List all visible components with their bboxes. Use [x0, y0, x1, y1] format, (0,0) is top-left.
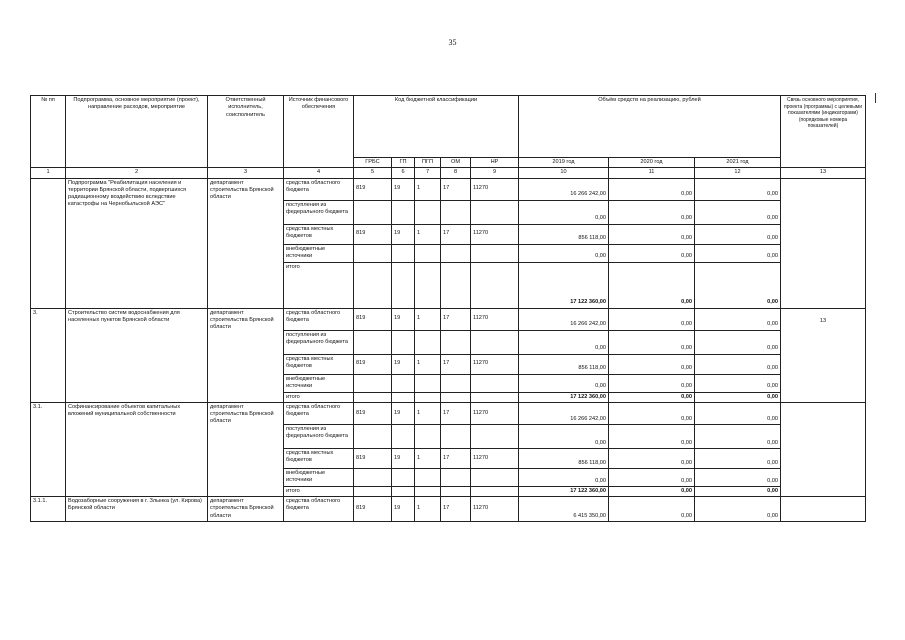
row-executor: департамент строительства Брянской области: [208, 402, 284, 496]
grbs-cell: 819: [354, 224, 392, 244]
amount-2019: 856 118,00: [519, 448, 609, 468]
header-executor: Ответственный исполнитель, соисполнитель: [208, 96, 284, 168]
amount-2020: 0,00: [609, 308, 695, 330]
budget-table: [30, 95, 866, 522]
column-number: 7: [415, 168, 441, 178]
gp-cell: 19: [392, 497, 415, 522]
amount-2020: 0,00: [609, 178, 695, 200]
gp-cell: [392, 424, 415, 448]
row-name: Софинансирование объектов капитальных вложений муниципальной собственности: [66, 402, 208, 496]
subheader-cell: 2019 год: [519, 158, 609, 168]
table-row: [31, 308, 866, 330]
subheader-cell: 2020 год: [609, 158, 695, 168]
nr-cell: 11270: [471, 224, 519, 244]
amount-2021: 0,00: [695, 354, 781, 374]
column-number: 6: [392, 168, 415, 178]
header-budget-code: Код бюджетной классификации: [354, 96, 519, 158]
amount-2021: 0,00: [695, 262, 781, 308]
grbs-cell: 819: [354, 497, 392, 522]
amount-2019: 856 118,00: [519, 224, 609, 244]
grbs-cell: [354, 244, 392, 262]
column-number: 5: [354, 168, 392, 178]
gp-cell: [392, 262, 415, 308]
subheader-cell: ГП: [392, 158, 415, 168]
nr-cell: 11270: [471, 402, 519, 424]
row-name: Водозаборные сооружения в г. Злынка (ул. Кирова) Брянской области: [66, 497, 208, 522]
amount-2019: 0,00: [519, 374, 609, 392]
subheader-cell: ОМ: [441, 158, 471, 168]
om-cell: [441, 262, 471, 308]
pgp-cell: [415, 200, 441, 224]
source-cell: средства местных бюджетов: [284, 224, 354, 244]
amount-2020: 0,00: [609, 486, 695, 496]
source-cell: средства областного бюджета: [284, 402, 354, 424]
om-cell: [441, 200, 471, 224]
pgp-cell: 1: [415, 448, 441, 468]
gp-cell: 19: [392, 308, 415, 330]
row-number: 3.1.: [31, 402, 66, 496]
amount-2021: 0,00: [695, 178, 781, 200]
amount-2021: 0,00: [695, 392, 781, 402]
amount-2020: 0,00: [609, 448, 695, 468]
grbs-cell: [354, 392, 392, 402]
pgp-cell: 1: [415, 224, 441, 244]
amount-2021: 0,00: [695, 308, 781, 330]
source-cell: внебюджетные источники: [284, 468, 354, 486]
om-cell: 17: [441, 402, 471, 424]
gp-cell: 19: [392, 354, 415, 374]
amount-2020: 0,00: [609, 244, 695, 262]
grbs-cell: [354, 330, 392, 354]
source-cell: средства областного бюджета: [284, 308, 354, 330]
row-link: [781, 497, 866, 522]
header-source: Источник финансового обеспечения: [284, 96, 354, 168]
amount-2020: 0,00: [609, 354, 695, 374]
pgp-cell: 1: [415, 178, 441, 200]
om-cell: [441, 468, 471, 486]
amount-2019: 0,00: [519, 330, 609, 354]
row-name: Подпрограмма "Реабилитация населения и территории Брянской области, подвергшихся радиационному воздействию вследствие катастрофы на Чернобыльской АЭС": [66, 178, 208, 308]
grbs-cell: [354, 468, 392, 486]
column-number: 3: [208, 168, 284, 178]
pgp-cell: [415, 468, 441, 486]
gp-cell: [392, 244, 415, 262]
source-cell: внебюджетные источники: [284, 374, 354, 392]
row-link: [781, 178, 866, 308]
om-cell: 17: [441, 178, 471, 200]
row-link: [781, 402, 866, 496]
pgp-cell: [415, 244, 441, 262]
amount-2019: 16 266 242,00: [519, 178, 609, 200]
amount-2021: 0,00: [695, 224, 781, 244]
amount-2020: 0,00: [609, 224, 695, 244]
row-executor: департамент строительства Брянской области: [208, 308, 284, 402]
amount-2020: 0,00: [609, 468, 695, 486]
pgp-cell: 1: [415, 354, 441, 374]
amount-2019: 0,00: [519, 200, 609, 224]
gp-cell: 19: [392, 402, 415, 424]
header-num: № пп: [31, 96, 66, 168]
source-cell: средства местных бюджетов: [284, 448, 354, 468]
nr-cell: 11270: [471, 497, 519, 522]
amount-2020: 0,00: [609, 424, 695, 448]
amount-2020: 0,00: [609, 330, 695, 354]
grbs-cell: [354, 200, 392, 224]
amount-2019: 0,00: [519, 244, 609, 262]
nr-cell: [471, 330, 519, 354]
grbs-cell: 819: [354, 308, 392, 330]
source-cell: итого: [284, 392, 354, 402]
pgp-cell: [415, 374, 441, 392]
amount-2019: 0,00: [519, 424, 609, 448]
gp-cell: 19: [392, 224, 415, 244]
om-cell: 17: [441, 308, 471, 330]
source-cell: средства областного бюджета: [284, 178, 354, 200]
om-cell: [441, 424, 471, 448]
amount-2021: 0,00: [695, 374, 781, 392]
column-number: 9: [471, 168, 519, 178]
om-cell: [441, 330, 471, 354]
om-cell: 17: [441, 497, 471, 522]
amount-2021: 0,00: [695, 200, 781, 224]
source-cell: поступления из федерального бюджета: [284, 424, 354, 448]
grbs-cell: 819: [354, 448, 392, 468]
amount-2020: 0,00: [609, 402, 695, 424]
nr-cell: [471, 468, 519, 486]
row-executor: департамент строительства Брянской области: [208, 497, 284, 522]
header-program: Подпрограмма, основное мероприятие (проект), направление расходов, мероприятие: [66, 96, 208, 168]
nr-cell: [471, 486, 519, 496]
header-link: Связь основного мероприятия, проекта (программы) с целевыми показателями (индикаторами) (порядковые номера показателей): [781, 96, 866, 168]
amount-2021: 0,00: [695, 448, 781, 468]
amount-2019: 16 266 242,00: [519, 308, 609, 330]
gp-cell: [392, 468, 415, 486]
amount-2021: 0,00: [695, 244, 781, 262]
source-cell: итого: [284, 486, 354, 496]
grbs-cell: [354, 374, 392, 392]
nr-cell: [471, 392, 519, 402]
row-executor: департамент строительства Брянской области: [208, 178, 284, 308]
nr-cell: 11270: [471, 178, 519, 200]
nr-cell: [471, 424, 519, 448]
source-cell: итого: [284, 262, 354, 308]
amount-2019: 17 122 360,00: [519, 262, 609, 308]
gp-cell: [392, 392, 415, 402]
grbs-cell: [354, 486, 392, 496]
source-cell: средства областного бюджета: [284, 497, 354, 522]
pgp-cell: [415, 330, 441, 354]
row-name: Строительство систем водоснабжения для населенных пунктов Брянской области: [66, 308, 208, 402]
source-cell: поступления из федерального бюджета: [284, 200, 354, 224]
nr-cell: 11270: [471, 354, 519, 374]
nr-cell: 11270: [471, 448, 519, 468]
amount-2020: 0,00: [609, 374, 695, 392]
amount-2021: 0,00: [695, 330, 781, 354]
grbs-cell: [354, 424, 392, 448]
column-number: 11: [609, 168, 695, 178]
grbs-cell: 819: [354, 178, 392, 200]
row-number: 3.: [31, 308, 66, 402]
column-number: 2: [66, 168, 208, 178]
amount-2019: 856 118,00: [519, 354, 609, 374]
column-number: 8: [441, 168, 471, 178]
amount-2019: 16 266 242,00: [519, 402, 609, 424]
amount-2019: 6 415 350,00: [519, 497, 609, 522]
pgp-cell: 1: [415, 402, 441, 424]
amount-2021: 0,00: [695, 424, 781, 448]
column-number: 1: [31, 168, 66, 178]
column-number: 10: [519, 168, 609, 178]
column-number: 12: [695, 168, 781, 178]
pgp-cell: [415, 392, 441, 402]
om-cell: 17: [441, 224, 471, 244]
amount-2020: 0,00: [609, 200, 695, 224]
om-cell: [441, 486, 471, 496]
om-cell: 17: [441, 448, 471, 468]
table-row: [31, 402, 866, 424]
table-row: [31, 497, 866, 522]
table-row: [31, 178, 866, 200]
om-cell: [441, 244, 471, 262]
amount-2019: 17 122 360,00: [519, 392, 609, 402]
amount-2021: 0,00: [695, 497, 781, 522]
row-link: 13: [781, 308, 866, 402]
row-number: 3.1.1.: [31, 497, 66, 522]
amount-2020: 0,00: [609, 262, 695, 308]
amount-2021: 0,00: [695, 402, 781, 424]
nr-cell: [471, 374, 519, 392]
om-cell: 17: [441, 354, 471, 374]
subheader-cell: ГРБС: [354, 158, 392, 168]
subheader-cell: ПГП: [415, 158, 441, 168]
om-cell: [441, 392, 471, 402]
gp-cell: [392, 374, 415, 392]
pgp-cell: [415, 262, 441, 308]
nr-cell: [471, 262, 519, 308]
nr-cell: 11270: [471, 308, 519, 330]
gp-cell: 19: [392, 448, 415, 468]
page-number: 35: [448, 38, 457, 47]
column-number: 13: [781, 168, 866, 178]
gp-cell: [392, 200, 415, 224]
gp-cell: [392, 330, 415, 354]
source-cell: средства местных бюджетов: [284, 354, 354, 374]
om-cell: [441, 374, 471, 392]
pgp-cell: [415, 486, 441, 496]
pgp-cell: 1: [415, 308, 441, 330]
pgp-cell: 1: [415, 497, 441, 522]
nr-cell: [471, 200, 519, 224]
amount-2021: 0,00: [695, 468, 781, 486]
grbs-cell: 819: [354, 354, 392, 374]
gp-cell: 19: [392, 178, 415, 200]
row-number: [31, 178, 66, 308]
nr-cell: [471, 244, 519, 262]
amount-2019: 17 122 360,00: [519, 486, 609, 496]
subheader-cell: 2021 год: [695, 158, 781, 168]
gp-cell: [392, 486, 415, 496]
grbs-cell: 819: [354, 402, 392, 424]
amount-2021: 0,00: [695, 486, 781, 496]
pgp-cell: [415, 424, 441, 448]
amount-2020: 0,00: [609, 392, 695, 402]
subheader-cell: НР: [471, 158, 519, 168]
header-volume: Объём средств на реализацию, рублей: [519, 96, 781, 158]
source-cell: внебюджетные источники: [284, 244, 354, 262]
grbs-cell: [354, 262, 392, 308]
amount-2020: 0,00: [609, 497, 695, 522]
column-number: 4: [284, 168, 354, 178]
margin-mark: [875, 93, 876, 103]
source-cell: поступления из федерального бюджета: [284, 330, 354, 354]
amount-2019: 0,00: [519, 468, 609, 486]
